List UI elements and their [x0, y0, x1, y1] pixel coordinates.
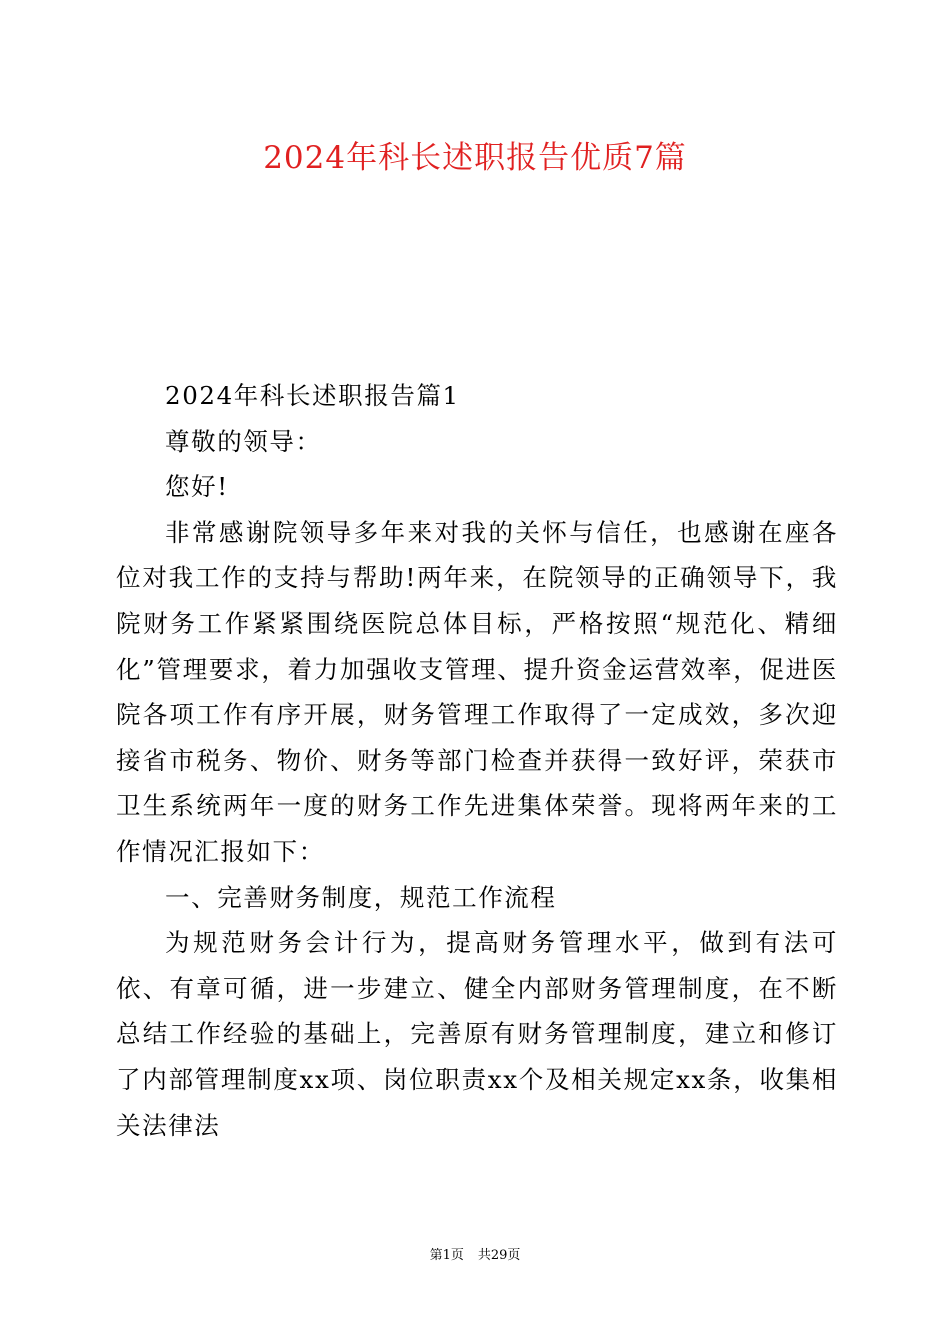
document-title: 2024年科长述职报告优质7篇: [263, 140, 687, 176]
body-paragraph: 为规范财务会计行为，提高财务管理水平，做到有法可依、有章可循，进一步建立、健全内部财务管理制度，在不断总结工作经验的基础上，完善原有财务管理制度，建立和修订了内部管理制度xx项、岗位职责xx个及相关规定xx条，收集相关法律法: [116, 928, 838, 1140]
salutation: 尊敬的领导：: [165, 426, 322, 456]
page-footer: [0, 1246, 950, 1266]
greeting: 您好!: [165, 472, 229, 502]
document-body: [116, 373, 838, 1148]
subsection-heading: 一、完善财务制度，规范工作流程: [165, 882, 557, 912]
page-total: 共29页: [477, 1248, 521, 1263]
page-number: 第1页: [429, 1248, 464, 1263]
body-paragraph: 非常感谢院领导多年来对我的关怀与信任，也感谢在座各位对我工作的支持与帮助!两年来，在院领导的正确领导下，我院财务工作紧紧围绕医院总体目标，严格按照“规范化、精细化”管理要求，着力加强收支管理、提升资金运营效率，促进医院各项工作有序开展，财务管理工作取得了一定成效，多次迎接省市税务、物价、财务等部门检查并获得一致好评，荣获市卫生系统两年一度的财务工作先进集体荣誉。现将两年来的工作情况汇报如下：: [116, 517, 838, 866]
section-heading: 2024年科长述职报告篇1: [165, 381, 460, 410]
